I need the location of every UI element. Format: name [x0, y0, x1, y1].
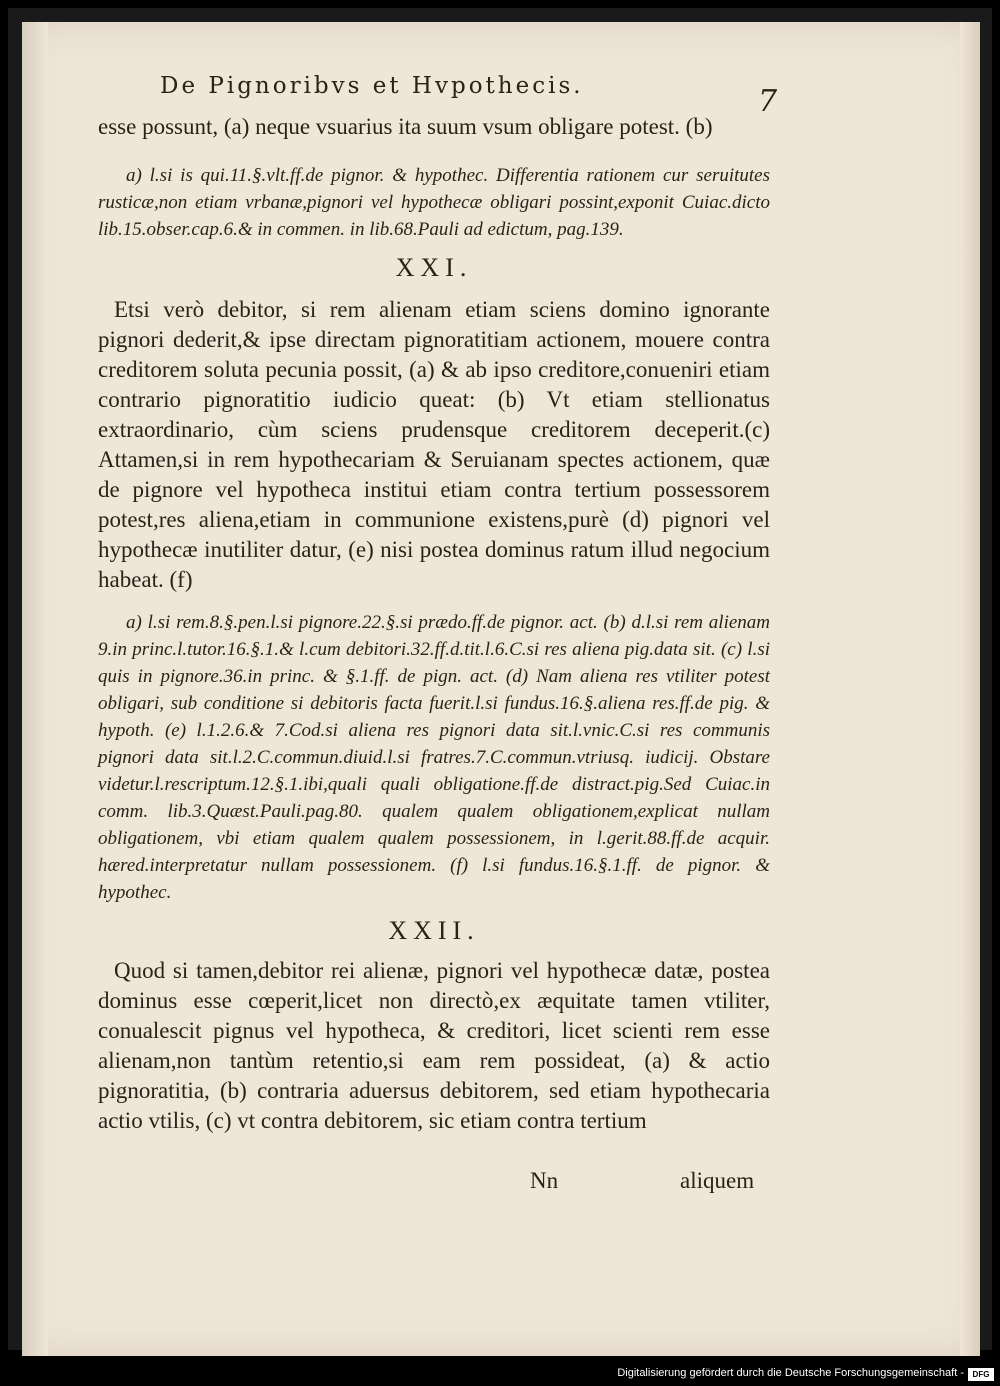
- dfg-logo: DFG: [968, 1368, 994, 1381]
- signature-mark: Nn: [530, 1168, 559, 1193]
- section-heading-xxii: XXII.: [388, 916, 480, 945]
- page-number: 7: [758, 84, 778, 119]
- running-head: De Pignoribvs et Hvpothecis.: [160, 73, 584, 99]
- footer-credit: Digitalisierung gefördert durch die Deutsche Forschungsgemeinschaft -: [617, 1367, 964, 1379]
- footnote-block-1: a) l.si is qui.11.§.vlt.ff.de pignor. & hypothec. Differentia rationem cur seruitutes rusticæ,non etiam vrbanæ,pignori vel hypothecæ obligari possint,exponit Cuiac.dicto lib.15.obser.cap.6.& in commen. in lib.68.Pauli ad edictum, pag.139.: [98, 165, 770, 240]
- section-heading-xxi: XXI.: [395, 253, 473, 282]
- paragraph-xxii: Quod si tamen,debitor rei alienæ, pignori vel hypothecæ datæ, postea dominus esse cœperit,licet non directò,ex æquitate tamen vtiliter, conualescit pignus vel hypotheca, & creditori, licet scienti rem esse alienam,non tantùm retentio,si eam rem possideat, (a) & actio pignoratitia, (b) contraria aduersus debitorem, sed etiam hypothecaria actio vtilis, (c) vt contra debitorem, sic etiam contra tertium: [98, 958, 770, 1133]
- paragraph-xxi: Etsi verò debitor, si rem alienam etiam sciens domino ignorante pignori dederit,& ipse directam pignoratitiam actionem, mouere contra creditorem soluta pecunia possit, (a) & ab ipso creditore,conueniri etiam contrario pignoratitio iudicio queat: (b) Vt etiam stellionatus extraordinario, cùm sciens prudensque creditorem deceperit.(c) Attamen,si in rem hypothecariam & Seruianam spectes actionem, quæ de pignore vel hypotheca institui etiam contra tertium possessorem potest,res aliena,etiam in communione existens,purè (d) pignori vel hypothecæ inutiliter datur, (e) nisi postea dominus ratum illud negocium habeat. (f): [98, 297, 770, 592]
- page-gutter: [22, 22, 48, 1356]
- page-content: [98, 112, 770, 1136]
- footnote-block-2: a) l.si rem.8.§.pen.l.si pignore.22.§.si prædo.ff.de pignor. act. (b) d.l.si rem alienam 9.in princ.l.tutor.16.§.1.& l.cum debitori.32.ff.d.tit.l.6.C.si res aliena pig.data sit. (c) l.si quis in pignore.36.in princ. & §.1.ff. de pign. act. (d) Nam aliena res vtiliter potest obligari, sub conditione si debitoris facta fuerit.l.si fundus.16.§.aliena res.ff.de pig. & hypoth. (e) l.1.2.6.& 7.Cod.si aliena res pignori data sit.l.vnic.C.si res communis pignori data sit.l.2.C.commun.diuid.l.si fratres.7.C.commun.vtriusq. iudicij. Obstare videtur.l.rescriptum.12.§.1.ibi,quali quali obligatione.ff.de distract.pig.Sed Cuiac.in comm. lib.3.Quæst.Pauli.pag.80. qualem qualem obligationem,explicat nullam obligationem, vbi etiam qualem qualem possessionem, in l.gerit.88.ff.de acquir. hæred.interpretatur nullam possessionem. (f) l.si fundus.16.§.1.ff. de pignor. & hypothec.: [98, 612, 770, 903]
- digitization-footer: [0, 1364, 1000, 1386]
- catchword: aliquem: [680, 1168, 755, 1193]
- paragraph-opening: esse possunt, (a) neque vsuarius ita suum vsum obligare potest. (b): [98, 114, 713, 139]
- page-edge: [960, 22, 980, 1356]
